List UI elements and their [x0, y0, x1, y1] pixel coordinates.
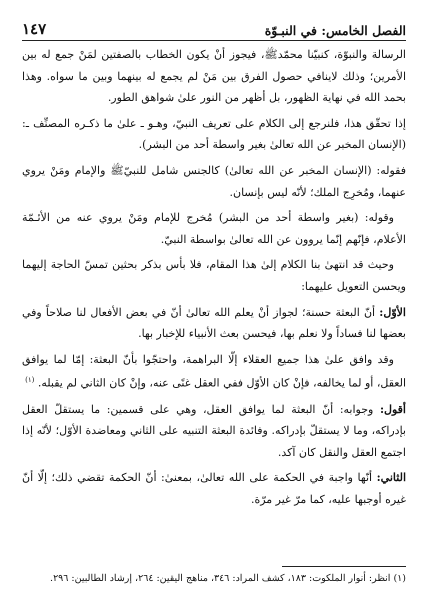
- paragraph-lead: الأوّل:: [379, 305, 406, 319]
- body-text: [22, 44, 406, 515]
- running-head: الفصل الخامس: في النبـوّة: [264, 23, 406, 38]
- footnote: (١) انظر: أنوار الملكوت: ١٨٣، كشف المراد: ٣٤٦، مناهج اليقين: ٢٦٤، إرشاد الطالبين: ٢٩٦.: [50, 573, 406, 584]
- footnote-marker: (١): [25, 376, 35, 385]
- paragraph-text: أنّ البعثة حسنة؛ لجواز أنْ يعلم الله تعالىٰ أنّ في بعض الأفعال لنا صلاحاً وفي بعضها لنا فساداً ولا نعلم بها، فيحسن بعث الأنبياء للإخبار بها.: [22, 305, 406, 341]
- paragraph-text: إذا تحقّق هذا، فلنرجع إلى الكلام على تعريف النبيّ، وهـو ـ علىٰ ما ذكـره المصنِّف ـ: (الإنسان المخبر عن الله تعالىٰ بغير واسطة أحد من البشر).: [22, 116, 406, 152]
- paragraph-text: أنّها واجبة في الحكمة على الله تعالىٰ، بمعنىٰ: أنّ الحكمة تقضي ذلك؛ إلّا أنّ غيره أوجبها عليه، كما مرّ غير مرّة.: [22, 471, 406, 506]
- page-number: ١٤٧: [22, 20, 47, 38]
- paragraph-lead: الثاني:: [376, 471, 406, 485]
- paragraph-lead: أقول:: [379, 402, 406, 416]
- paragraph-5: [22, 254, 406, 297]
- paragraph-9: [22, 467, 406, 510]
- paragraph-text: وقد وافق علىٰ هذا جميع العقلاء إلّا البراهمة، واحتجّوا بأنّ البعثة: إمّا لما يوافق العقل، أو لما يخالفه، فإنْ كان الأوّل ففي العقل غنًى عنه، وإنْ كان الثاني لم يقبله.: [22, 352, 406, 390]
- paragraph-text: وقوله: (بغير واسطة أحد من البشر) مُخرج للإمام ومَنْ يروي عنه من الأئـمّة الأعلام، فإنّهم إنّما يروون عن الله تعالىٰ بواسطة النبيّ.: [22, 211, 406, 246]
- paragraph-6: [22, 302, 406, 345]
- paragraph-text: وجوابه: أنّ البعثة لما يوافق العقل، وهي على قسمين: ما يستقلّ العقل بإدراكه، وما لا يستقلّ بإدراكه. وفائدة البعثة التنبيه على الثاني ومعاضدة الأوّل؛ لأنّه إذا اجتمع العقل والنقل كان آكد.: [22, 402, 406, 459]
- paragraph-text: وحيث قد انتهىٰ بنا الكلام إلىٰ هذا المقام، فلا بأس بذكر بحثين تمسّ الحاجة إليهما ويحسن التعويل عليهما:: [22, 258, 406, 293]
- paragraph-2: [22, 113, 406, 156]
- paragraph-1: [22, 44, 406, 109]
- paragraph-text: الرسالة والنبوّة، كنبيّنا محمّدﷺ، فيجوز أنْ يكون الخطاب بالصفتين لمَنْ جمع له بين الأمرين؛ وذلك لاينافي حصول الفرق بين مَنْ لم يجمع له بينهما وبين ما سواه. وهذا بحمد الله في نهاية الظهور، بل أظهر من النور علىٰ شواهق الطور.: [22, 48, 406, 105]
- paragraph-4: [22, 207, 406, 250]
- page-header: [22, 16, 406, 41]
- paragraph-text: فقوله: (الإنسان المخبر عن الله تعالىٰ) كالجنس شامل للنبيّﷺ والإمام ومَنْ يروي عنهما، ومُخرِج الملك؛ لأنّه ليس بإنسان.: [22, 163, 406, 199]
- paragraph-3: [22, 160, 406, 203]
- paragraph-7: [22, 349, 406, 395]
- footnote-divider: [282, 566, 406, 567]
- paragraph-8: [22, 399, 406, 464]
